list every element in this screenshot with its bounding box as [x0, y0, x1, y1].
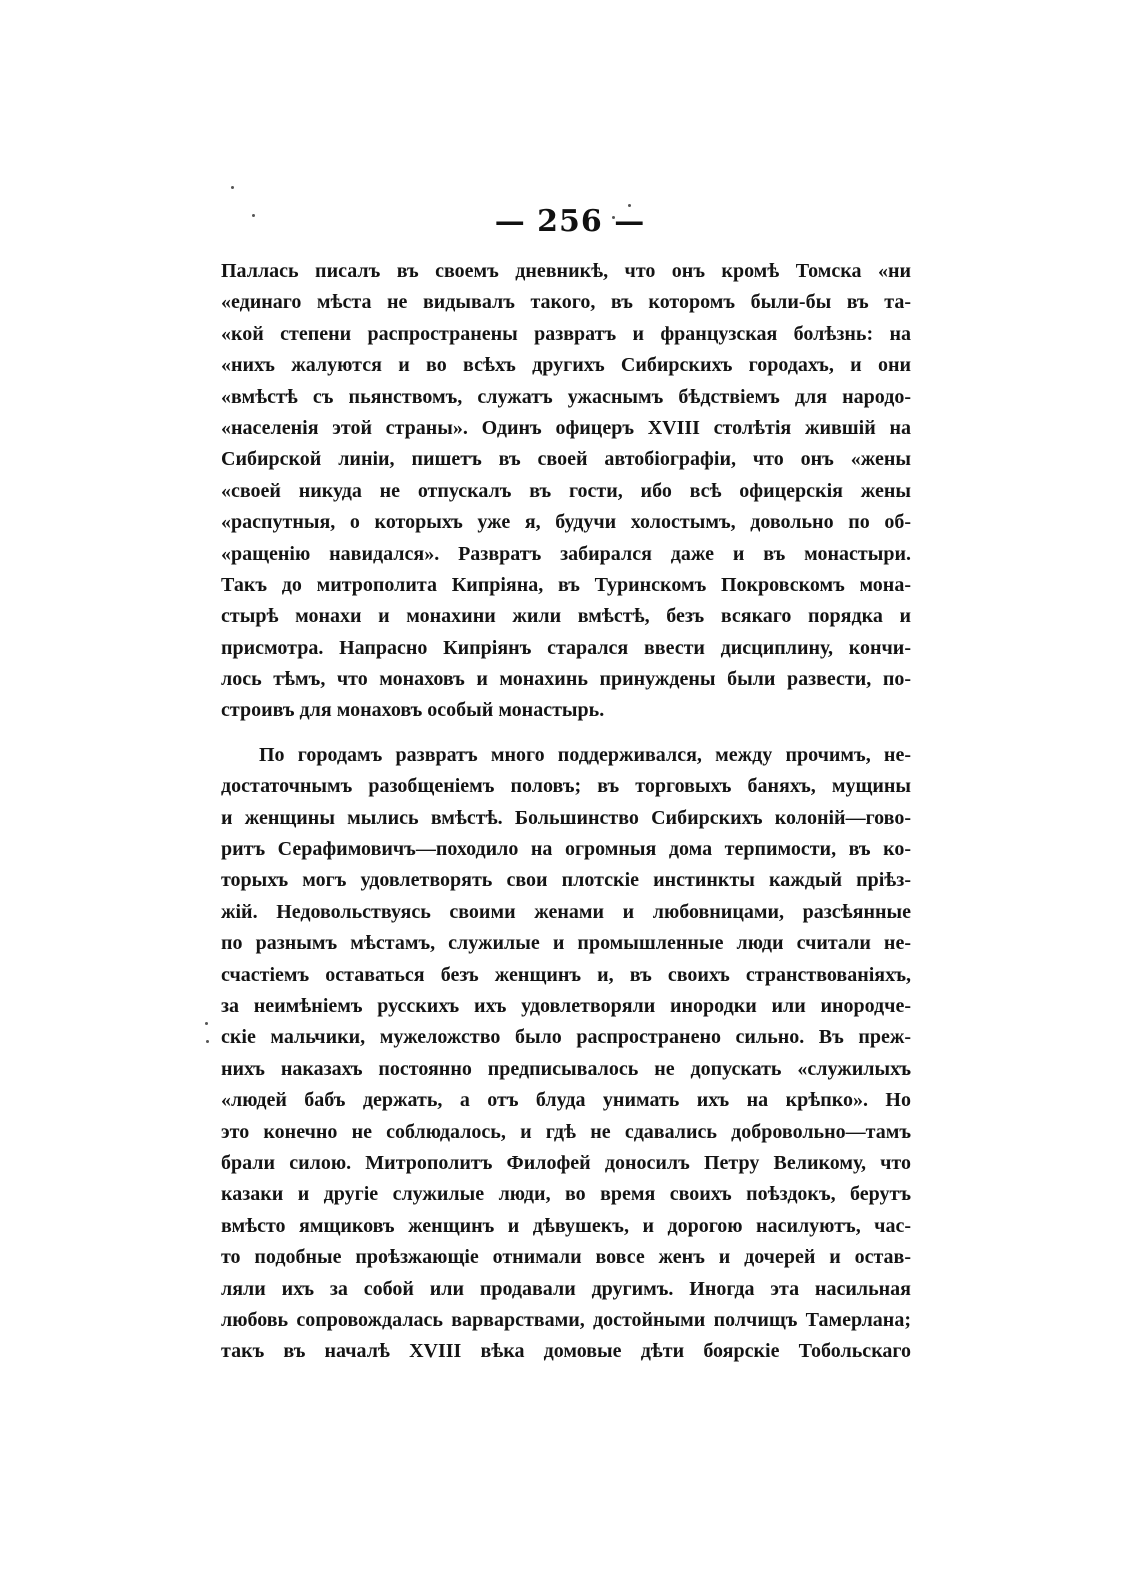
text-line: скіе мальчики, мужеложство было распространено сильно. Въ преж-: [221, 1026, 911, 1049]
text-line: по разнымъ мѣстамъ, служилые и промышленные люди считали не-: [221, 932, 911, 955]
paragraph-2: [221, 740, 911, 1368]
scan-speck: [205, 1022, 208, 1025]
text-line: казаки и другіе служилые люди, во время своихъ поѣздокъ, берутъ: [221, 1183, 911, 1206]
text-line: такъ въ началѣ XVIII вѣка домовые дѣти боярскіе Тобольскаго: [221, 1340, 911, 1363]
text-line: счастіемъ оставаться безъ женщинъ и, въ своихъ странствованіяхъ,: [221, 963, 911, 986]
text-line: это конечно не соблюдалось, и гдѣ не сдавались добровольно—тамъ: [221, 1120, 911, 1143]
text-line: Такъ до митрополита Кипріяна, въ Туринскомъ Покровскомъ мона-: [221, 573, 911, 596]
text-line: вмѣсто ямщиковъ женщинъ и дѣвушекъ, и дорогою насилуютъ, час-: [221, 1214, 911, 1237]
page-number: — 256 —: [494, 204, 646, 239]
text-line: «людей бабъ держать, а отъ блуда унимать ихъ на крѣпко». Но: [221, 1089, 911, 1112]
text-line: стырѣ монахи и монахини жили вмѣстѣ, безъ всякаго порядка и: [221, 605, 911, 628]
text-line: строивъ для монаховъ особый монастырь.: [221, 699, 605, 722]
text-line: любовь сопровождалась варварствами, достойными полчищъ Тамерлана;: [221, 1308, 911, 1331]
text-line: нихъ наказахъ постоянно предписывалось не допускать «служилыхъ: [221, 1057, 911, 1080]
text-line: присмотра. Напрасно Кипріянъ старался ввести дисциплину, кончи-: [221, 636, 911, 659]
text-line: торыхъ могъ удовлетворять свои плотскіе инстинкты каждый пріѣз-: [221, 869, 911, 892]
text-line: и женщины мылись вмѣстѣ. Большинство Сибирскихъ колоній—гово-: [221, 806, 911, 829]
text-line: «ращенію навидался». Развратъ забирался даже и въ монастыри.: [221, 542, 911, 565]
text-line: По городамъ развратъ много поддерживался, между прочимъ, не-: [259, 743, 911, 766]
scan-speck: [206, 1040, 209, 1043]
text-line: ритъ Серафимовичъ—походило на огромныя дома терпимости, въ ко-: [221, 838, 911, 861]
text-line: жій. Недовольствуясь своими женами и любовницами, разсѣянные: [221, 900, 911, 923]
text-line: ляли ихъ за собой или продавали другимъ. Иногда эта насильная: [221, 1277, 911, 1300]
text-line: Паллась писалъ въ своемъ дневникѣ, что онъ кромѣ Томска «ни: [221, 260, 911, 282]
body-text: [221, 256, 911, 1368]
text-line: «нихъ жалуются и во всѣхъ другихъ Сибирскихъ городахъ, и они: [221, 354, 911, 377]
text-line: лось тѣмъ, что монаховъ и монахинь принуждены были развести, по-: [221, 668, 911, 691]
scan-speck: [231, 186, 234, 189]
paragraph-1: [221, 256, 911, 727]
text-line: то подобные проѣзжающіе отнимали вовсе женъ и дочерей и остав-: [221, 1246, 911, 1269]
text-line: «единаго мѣста не видывалъ такого, въ которомъ были-бы въ та-: [221, 291, 911, 314]
paragraph-gap: [221, 727, 911, 740]
text-line: «вмѣстѣ съ пьянствомъ, служатъ ужаснымъ бѣдствіемъ для народо-: [221, 385, 911, 408]
text-line: за неимѣніемъ русскихъ ихъ удовлетворяли инородки или инородче-: [221, 994, 911, 1017]
text-line: «населенія этой страны». Одинъ офицеръ XVIII столѣтія жившій на: [221, 416, 911, 439]
text-line: «своей никуда не отпускалъ въ гости, ибо всѣ офицерскія жены: [221, 479, 911, 502]
text-line: «распутныя, о которыхъ уже я, будучи холостымъ, довольно по об-: [221, 511, 911, 534]
text-line: достаточнымъ разобщеніемъ половъ; въ торговыхъ баняхъ, мущины: [221, 775, 911, 798]
text-line: «кой степени распространены развратъ и французская болѣзнь: на: [221, 322, 911, 345]
text-line: Сибирской линіи, пишетъ въ своей автобіографіи, что онъ «жены: [221, 448, 911, 471]
text-line: брали силою. Митрополитъ Филофей доносилъ Петру Великому, что: [221, 1151, 911, 1174]
